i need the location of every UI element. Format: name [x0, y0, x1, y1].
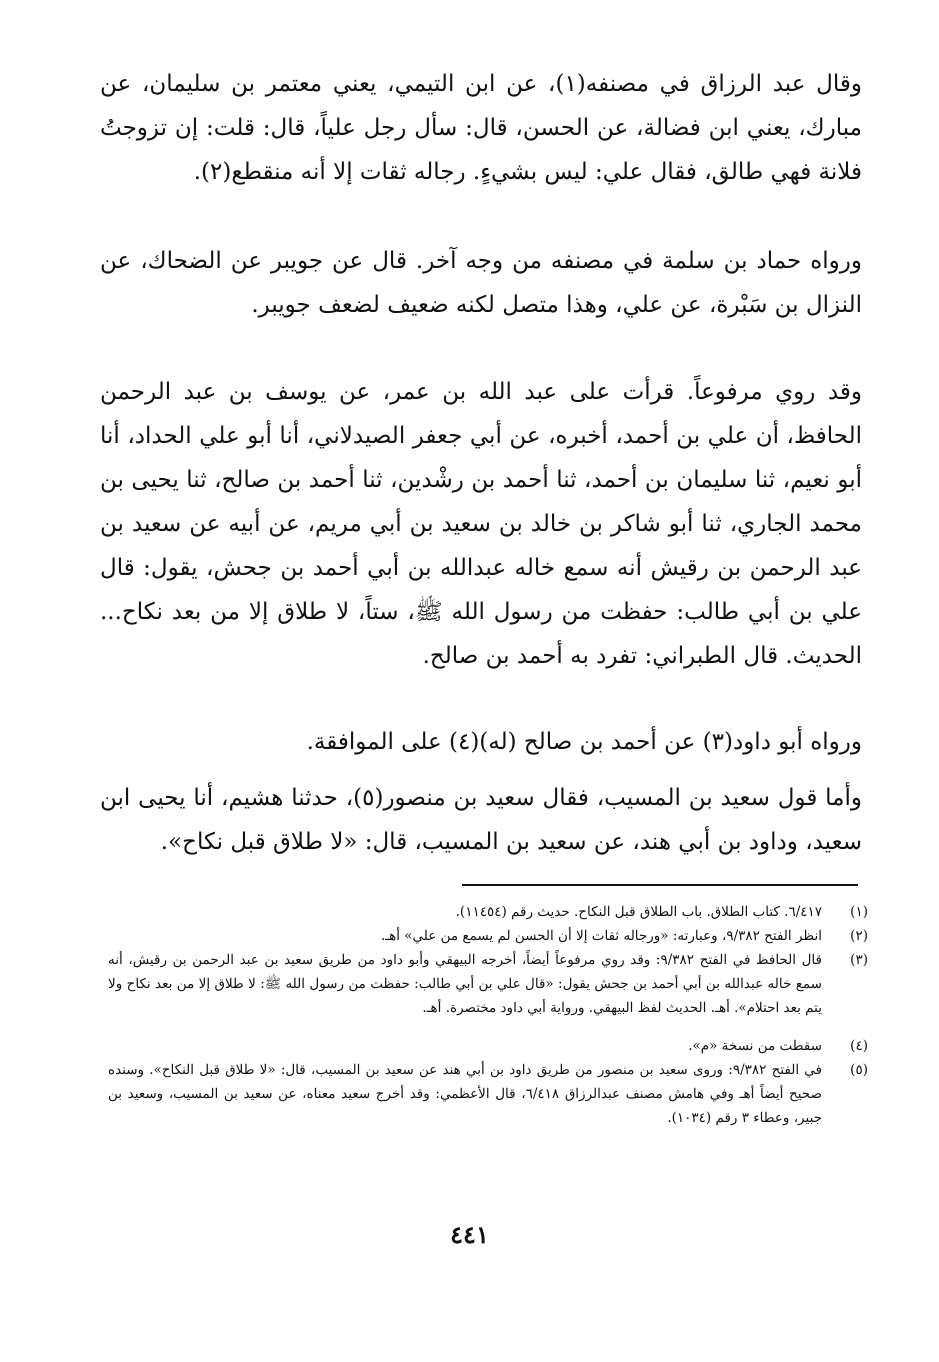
footnote-number: (١): [850, 904, 868, 920]
footnote-text: في الفتح ٩/٣٨٢: وروى سعيد بن منصور من طريق داود بن أبي هند عن سعيد بن المسيب، قال: «لا طلاق قبل النكاح». وسنده صحيح أيضاً أهـ وفي هامش مصنف عبدالرزاق ٦/٤١٨، قال الأعظمي: وقد أخرج سعيد معناه، عن سعيد بن المسيب، وسعيد بن جبير، وعطاء ٣ رقم (١٠٣٤).: [108, 1062, 822, 1126]
footnote-number: (٤): [850, 1038, 868, 1054]
footnote-number: (٣): [850, 952, 868, 968]
paragraph-abd-al-razzaq: وقال عبد الرزاق في مصنفه(١)، عن ابن التيمي، يعني معتمر بن سليمان، عن مبارك، يعني ابن فضالة، عن الحسن، قال: سأل رجل علياً، قال: قلت: إن تزوجتُ فلانة فهي طالق، فقال علي: ليس بشيءٍ. رجاله ثقات إلا أنه منقطع(٢).: [100, 71, 862, 185]
paragraph-marfu-narration: وقد روي مرفوعاً. قرأت على عبد الله بن عمر، عن يوسف بن عبد الرحمن الحافظ، أن علي بن أحمد، أخبره، عن أبي جعفر الصيدلاني، أنا أبو علي الحداد، أنا أبو نعيم، ثنا سليمان بن أحمد، ثنا أحمد بن رشْدين، ثنا أحمد بن صالح، ثنا يحيى بن محمد الجاري، ثنا أبو شاكر بن خالد بن سعيد بن أبي مريم، عن أبيه عن سعيد بن عبد الرحمن بن رقيش أنه سمع خاله عبدالله بن أبي أحمد بن جحش، يقول: قال علي بن أبي طالب: حفظت من رسول الله ﷺ، ستاً، لا طلاق إلا من بعد نكاح... الحديث. قال الطبراني: تفرد به أحمد بن صالح.: [100, 379, 862, 669]
footnote-separator: [462, 884, 858, 886]
paragraph-abu-dawud: ورواه أبو داود(٣) عن أحمد بن صالح (له)(٤) على الموافقة.: [306, 729, 862, 755]
footnote: [108, 948, 868, 1020]
footnote-text: انظر الفتح ٩/٣٨٢، وعبارته: «ورجاله ثقات إلا أن الحسن لم يسمع من علي» أهـ.: [380, 928, 822, 944]
footnote: [108, 900, 868, 924]
paragraph-said-ibn-al-musayyab: وأما قول سعيد بن المسيب، فقال سعيد بن منصور(٥)، حدثنا هشيم، أنا يحيى ابن سعيد، وداود بن أبي هند، عن سعيد بن المسيب، قال: «لا طلاق قبل نكاح».: [100, 785, 862, 855]
footnote: [108, 1034, 868, 1058]
page-number: ٤٤١: [450, 1220, 489, 1249]
paragraph-hammad-ibn-salama: ورواه حماد بن سلمة في مصنفه من وجه آخر. قال عن جويبر عن الضحاك، عن النزال بن سَبْرة، عن علي، وهذا متصل لكنه ضعيف لضعف جويبر.: [100, 248, 862, 318]
footnote: [108, 924, 868, 948]
footnote-number: (٥): [850, 1062, 868, 1078]
footnote: [108, 1058, 868, 1130]
footnotes: [108, 900, 868, 1130]
footnote-text: ٦/٤١٧. كتاب الطلاق. باب الطلاق قبل النكاح. حديث رقم (١١٤٥٤).: [455, 904, 822, 920]
footnote-number: (٢): [850, 928, 868, 944]
footnote-text: قال الحافظ في الفتح ٩/٣٨٢: وقد روي مرفوعاً أيضاً، أخرجه البيهقي وأبو داود من طريق سعيد بن عبد الرحمن بن رقيش، أنه سمع خاله عبدالله بن أبي أحمد بن جحش يقول: «قال علي بن أبي طالب: حفظت من رسول الله ﷺ: لا طلاق إلا من بعد نكاح ولا يتم بعد احتلام». أهـ. الحديث لفظ البيهقي. ورواية أبي داود مختصرة. أهـ.: [108, 952, 822, 1016]
footnote-text: سقطت من نسخة «م».: [688, 1038, 822, 1054]
